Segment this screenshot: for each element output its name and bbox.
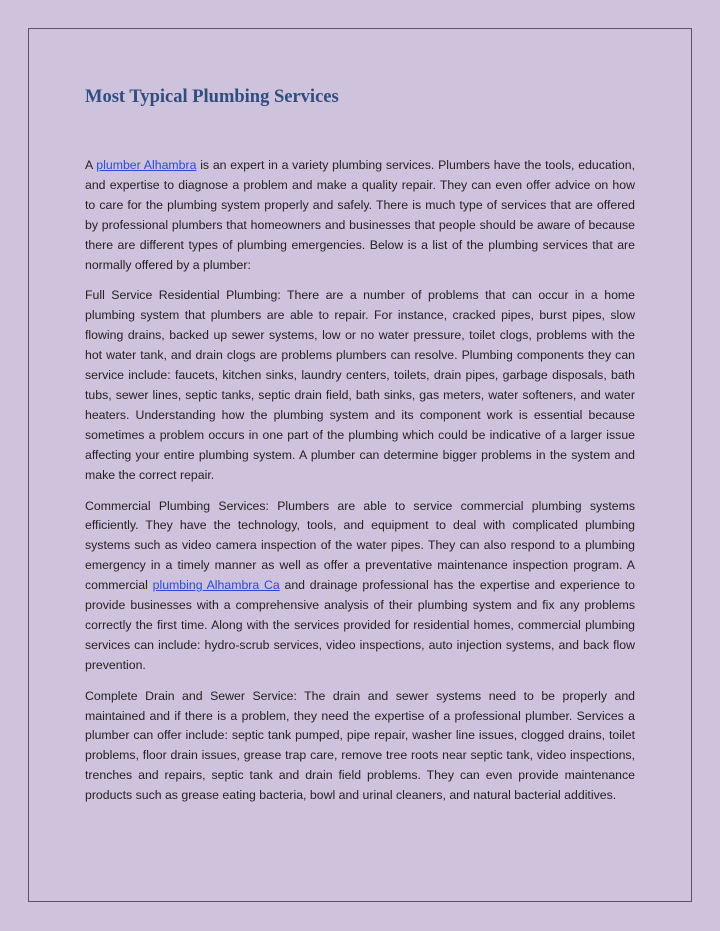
paragraph-text: is an expert in a variety plumbing services. Plumbers have the tools, education, and expertise to diagnose a problem and make a quality repair. They can even offer advice on how to care for the plumbing system properly and safely. There is much type of services that are offered by professional plumbers that homeowners and businesses that people should be aware of because there are different types of plumbing emergencies. Below is a list of the plumbing services that are normally offered by a plumber: [85, 158, 635, 272]
paragraph-text: and drainage professional has the expertise and experience to provide businesses with a comprehensive analysis of their plumbing system and fix any problems correctly the first time. Along with the services provided for residential homes, commercial plumbing services can include: hydro-scrub services, video inspections, auto injection systems, and back flow prevention. [85, 578, 635, 672]
plumbing-alhambra-ca-link[interactable]: plumbing Alhambra Ca [152, 578, 280, 593]
plumber-alhambra-link[interactable]: plumber Alhambra [96, 158, 197, 172]
paragraph-text: Commercial Plumbing Services: Plumbers are able to service commercial plumbing systems efficiently. They have the technology, tools, and equipment to deal with complicated plumbing systems such as video camera inspection of the water pipes. They can also respond to a plumbing emergency in a timely manner as well as offer a preventative maintenance inspection program. A commercial [85, 498, 635, 593]
paragraph-commercial [85, 497, 635, 676]
document-title: Most Typical Plumbing Services [85, 87, 339, 107]
paragraph-text: A [85, 158, 97, 172]
document-body [85, 86, 635, 817]
paragraph-intro [85, 156, 635, 275]
paragraph-residential: Full Service Residential Plumbing: There are a number of problems that can occur in a home plumbing system that plumbers are able to repair. For instance, cracked pipes, burst pipes, slow flowing drains, backed up sewer systems, low or no water pressure, toilet clogs, problems with the hot water tank, and drain clogs are problems plumbers can resolve. Plumbing components they can service include: faucets, kitchen sinks, laundry centers, toilets, drain pipes, garbage disposals, bath tubs, sewer lines, septic tanks, septic drain field, bath sinks, gas meters, water softeners, and water heaters. Understanding how the plumbing system and its component work is essential because sometimes a problem occurs in one part of the plumbing which could be indicative of a larger issue affecting your entire plumbing system. A plumber can determine bigger problems in the system and make the correct repair. [85, 288, 635, 482]
paragraph-drain-sewer: Complete Drain and Sewer Service: The drain and sewer systems need to be properly and maintained and if there is a problem, they need the expertise of a professional plumber. Services a plumber can offer include: septic tank pumped, pipe repair, washer line issues, clogged drains, toilet problems, floor drain issues, grease trap care, remove tree roots near septic tank, video inspections, trenches and repairs, septic tank and drain field problems. They can even provide maintenance products such as grease eating bacteria, bowl and urinal cleaners, and natural bacterial additives. [85, 688, 635, 803]
